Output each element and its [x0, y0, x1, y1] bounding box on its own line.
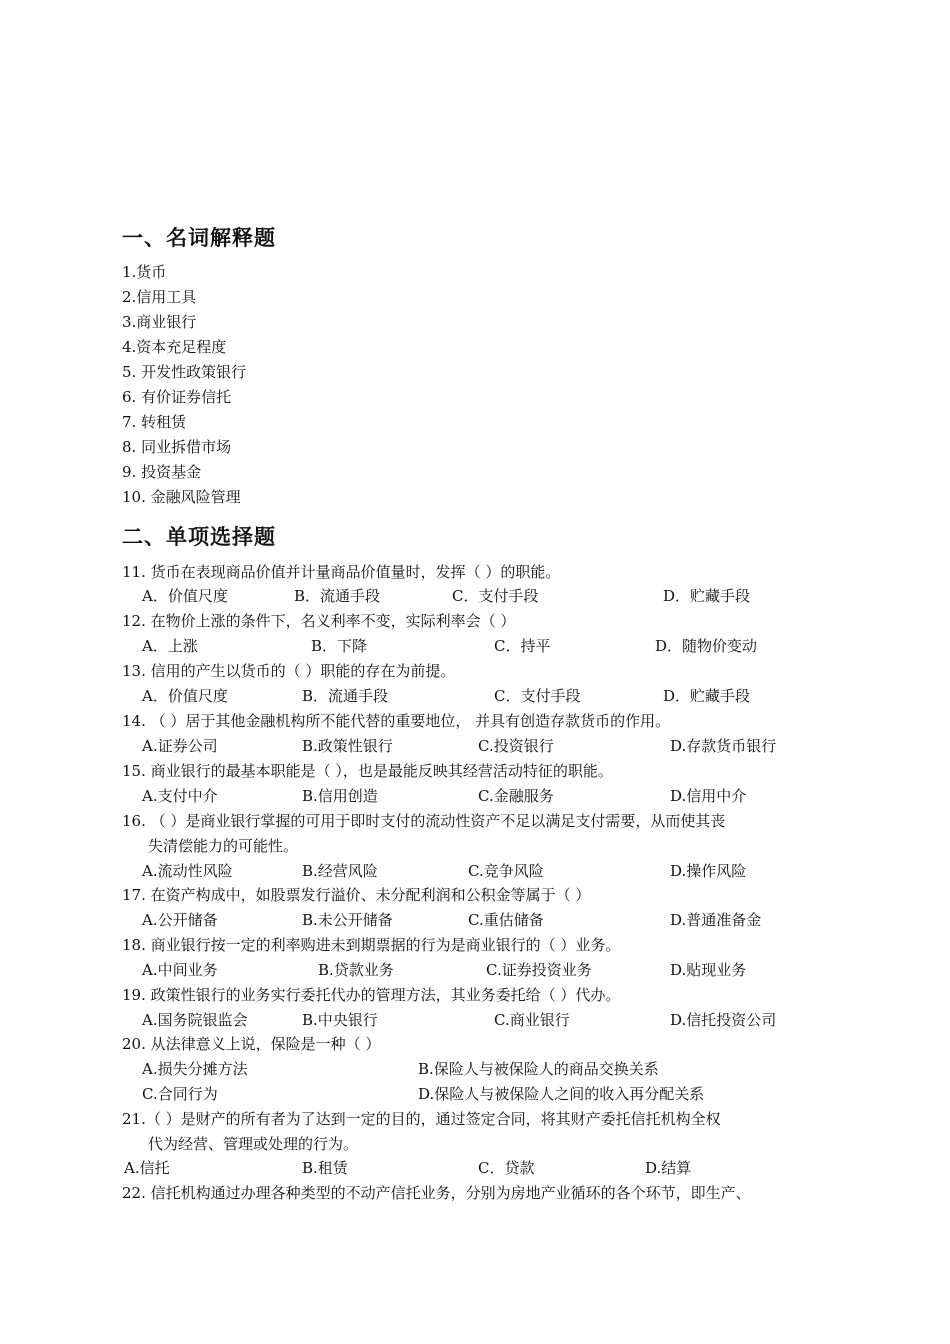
term-item: 3.商业银行: [122, 313, 197, 331]
option-c: C．支付手段: [494, 687, 581, 705]
option-b: B．流通手段: [302, 687, 389, 705]
option-c: C.合同行为: [142, 1085, 218, 1103]
option-b: B.政策性银行: [302, 737, 393, 755]
question-stem: 13. 信用的产生以货币的（ ）职能的存在为前提。: [122, 662, 456, 680]
option-b: B．下降: [311, 637, 368, 655]
option-c: C.重估储备: [468, 911, 544, 929]
section-title-choice: 二、单项选择题: [122, 525, 276, 549]
option-c: C.金融服务: [478, 787, 554, 805]
question-stem: 19. 政策性银行的业务实行委托代办的管理方法，其业务委托给（ ）代办。: [122, 986, 621, 1004]
question-stem: 12. 在物价上涨的条件下，名义利率不变，实际利率会（ ）: [122, 612, 516, 630]
option-c: C.竞争风险: [468, 862, 544, 880]
option-a: A．价值尺度: [142, 587, 228, 605]
option-d: D.操作风险: [670, 862, 747, 880]
option-b: B．流通手段: [294, 587, 381, 605]
option-d: D.贴现业务: [670, 961, 747, 979]
option-a: A.国务院银监会: [142, 1011, 248, 1029]
option-c: C.投资银行: [478, 737, 554, 755]
option-c: C．贷款: [478, 1159, 535, 1177]
question-stem: 15. 商业银行的最基本职能是（ ），也是最能反映其经营活动特征的职能。: [122, 762, 613, 780]
option-b: B.未公开储备: [302, 911, 393, 929]
option-c: C．支付手段: [452, 587, 539, 605]
term-item: 5. 开发性政策银行: [122, 363, 247, 381]
question-stem: 21.（ ）是财产的所有者为了达到一定的目的，通过签定合同，将其财产委托信托机构全权: [122, 1110, 721, 1128]
option-d: D.信用中介: [670, 787, 747, 805]
term-item: 8. 同业拆借市场: [122, 438, 232, 456]
option-a: A.公开储备: [142, 911, 218, 929]
option-c: C．持平: [494, 637, 551, 655]
question-stem: 18. 商业银行按一定的利率购进未到期票据的行为是商业银行的（ ）业务。: [122, 936, 621, 954]
question-stem: 17. 在资产构成中，如股票发行溢价、未分配利润和公积金等属于（ ）: [122, 886, 591, 904]
option-d: D．随物价变动: [655, 637, 758, 655]
option-a: A．价值尺度: [142, 687, 228, 705]
option-d: D．贮藏手段: [663, 687, 751, 705]
option-d: D．贮藏手段: [663, 587, 751, 605]
option-d: D.存款货币银行: [670, 737, 777, 755]
option-a: A．上涨: [142, 637, 198, 655]
option-b: B.信用创造: [302, 787, 378, 805]
option-a: A.流动性风险: [142, 862, 233, 880]
option-b: B.经营风险: [302, 862, 378, 880]
term-item: 7. 转租赁: [122, 413, 187, 431]
term-item: 9. 投资基金: [122, 463, 202, 481]
question-stem-continued: 代为经营、管理或处理的行为。: [148, 1135, 359, 1153]
option-a: A.支付中介: [142, 787, 218, 805]
question-stem: 11. 货币在表现商品价值并计量商品价值量时，发挥（ ）的职能。: [122, 563, 561, 581]
term-item: 2.信用工具: [122, 288, 197, 306]
term-item: 4.资本充足程度: [122, 338, 227, 356]
option-a: A.证券公司: [142, 737, 218, 755]
question-stem-continued: 失清偿能力的可能性。: [148, 837, 299, 855]
term-item: 6. 有价证券信托: [122, 388, 232, 406]
option-b: B.贷款业务: [318, 961, 394, 979]
question-stem: 16. （ ）是商业银行掌握的可用于即时支付的流动性资产不足以满足支付需要，从而使其丧: [122, 812, 726, 830]
question-stem: 20. 从法律意义上说，保险是一种（ ）: [122, 1035, 381, 1053]
option-b: B.保险人与被保险人的商品交换关系: [418, 1060, 659, 1078]
option-a: A.信托: [124, 1159, 170, 1177]
option-b: B.租赁: [302, 1159, 348, 1177]
term-item: 10. 金融风险管理: [122, 488, 241, 506]
question-stem: 22. 信托机构通过办理各种类型的不动产信托业务，分别为房地产业循环的各个环节，即生产、: [122, 1184, 751, 1202]
option-d: D.普通准备金: [670, 911, 762, 929]
option-c: C.证券投资业务: [486, 961, 592, 979]
option-d: D.信托投资公司: [670, 1011, 777, 1029]
section-title-definitions: 一、名词解释题: [122, 226, 276, 250]
option-a: A.损失分摊方法: [142, 1060, 248, 1078]
term-item: 1.货币: [122, 263, 167, 281]
option-a: A.中间业务: [142, 961, 218, 979]
option-d: D.结算: [645, 1159, 692, 1177]
option-c: C.商业银行: [494, 1011, 570, 1029]
question-stem: 14. （ ）居于其他金融机构所不能代替的重要地位， 并具有创造存款货币的作用。: [122, 712, 671, 730]
option-b: B.中央银行: [302, 1011, 378, 1029]
option-d: D.保险人与被保险人之间的收入再分配关系: [418, 1085, 705, 1103]
